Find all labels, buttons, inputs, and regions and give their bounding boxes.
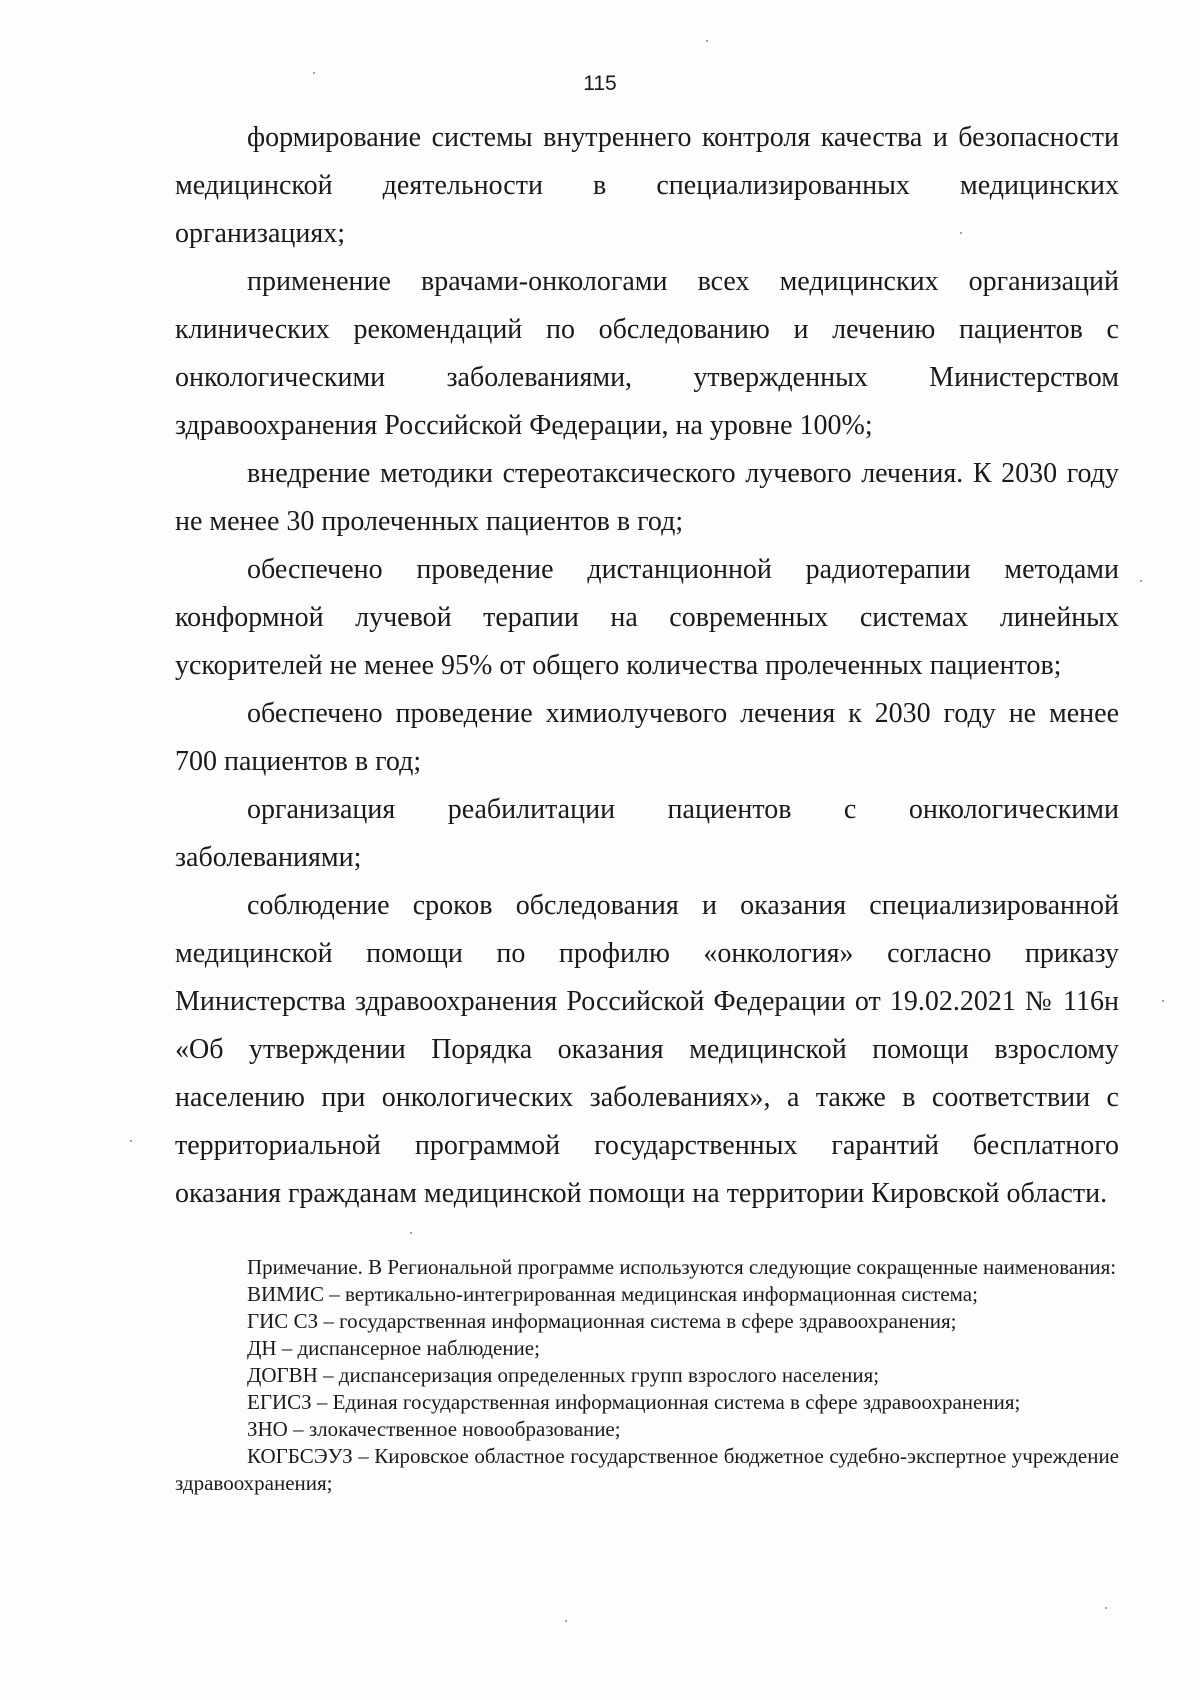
note-item: ЕГИСЗ – Единая государственная информационная система в сфере здравоохранения; <box>247 1390 1021 1414</box>
note-intro: Примечание. В Региональной программе используются следующие сокращенные наименования: <box>247 1255 1117 1279</box>
note-item: ДН – диспансерное наблюдение; <box>247 1336 540 1360</box>
scan-speck <box>410 1232 412 1234</box>
paragraph: обеспечено проведение химиолучевого лечения к 2030 году не менее 700 пациентов в год; <box>175 698 1119 777</box>
scan-speck <box>1140 580 1142 582</box>
scan-speck <box>1162 1000 1164 1002</box>
abbreviations-note <box>175 1254 1119 1497</box>
note-item: ДОГВН – диспансеризация определенных групп взрослого населения; <box>247 1363 880 1387</box>
page-number: 115 <box>583 72 617 95</box>
scan-speck <box>130 1140 132 1142</box>
main-text <box>175 114 1119 1218</box>
note-item: КОГБСЭУЗ – Кировское областное государственное бюджетное судебно-экспертное учреждение здравоохранения; <box>175 1444 1119 1495</box>
paragraph: организация реабилитации пациентов с онкологическими заболеваниями; <box>175 794 1119 873</box>
note-item: ЗНО – злокачественное новообразование; <box>247 1417 621 1441</box>
note-item: ВИМИС – вертикально-интегрированная медицинская информационная система; <box>247 1282 978 1306</box>
scan-speck <box>960 232 962 234</box>
paragraph: соблюдение сроков обследования и оказания специализированной медицинской помощи по профилю «онкология» согласно приказу Министерства здравоохранения Российской Федерации от 19.02.2021 № 116н «Об утверждении Порядка оказания медицинской помощи взрослому населению при онкологических заболеваниях», а также в соответствии с территориальной программой государственных гарантий бесплатного оказания гражданам медицинской помощи на территории Кировской области. <box>175 890 1119 1209</box>
scan-speck <box>1105 1607 1107 1609</box>
note-item: ГИС СЗ – государственная информационная система в сфере здравоохранения; <box>247 1309 957 1333</box>
scan-speck <box>565 1620 567 1622</box>
paragraph: применение врачами-онкологами всех медицинских организаций клинических рекомендаций по обследованию и лечению пациентов с онкологическими заболеваниями, утвержденных Министерством здравоохранения Российской Федерации, на уровне 100%; <box>175 266 1119 441</box>
scan-speck <box>313 72 315 74</box>
paragraph: формирование системы внутреннего контроля качества и безопасности медицинской деятельности в специализированных медицинских организациях; <box>175 122 1119 249</box>
paragraph: внедрение методики стереотаксического лучевого лечения. К 2030 году не менее 30 пролеченных пациентов в год; <box>175 458 1119 537</box>
paragraph: обеспечено проведение дистанционной радиотерапии методами конформной лучевой терапии на современных системах линейных ускорителей не менее 95% от общего количества пролеченных пациентов; <box>175 554 1119 681</box>
scan-speck <box>706 40 708 42</box>
